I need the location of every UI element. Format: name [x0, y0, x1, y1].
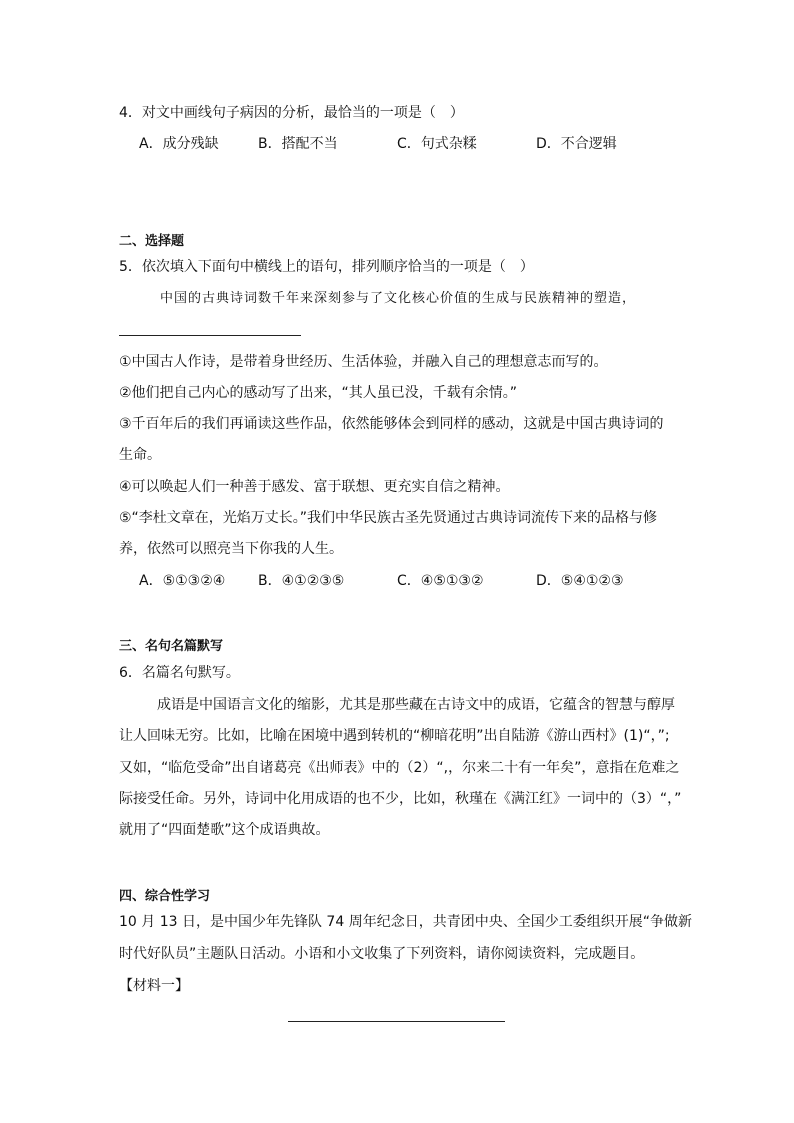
- question-6-para-line-2: 让人回味无穷。比如，比喻在困境中遇到转机的“柳暗花明”出自陆游《游山西村》(1)“，”;: [119, 728, 670, 744]
- question-4-option-c: C．句式杂糅: [397, 136, 477, 152]
- question-6-para-line-1: 成语是中国语言文化的缩影，尤其是那些藏在古诗文中的成语，它蕴含的智慧与醇厚: [157, 697, 675, 713]
- question-5-item-5: ⑤“李杜文章在，光焰万丈长。”我们中华民族古圣先贤通过古典诗词流传下来的品格与修: [119, 510, 658, 526]
- question-5-item-3: ③千百年后的我们再诵读这些作品，依然能够体会到同样的感动，这就是中国古典诗词的: [119, 416, 664, 432]
- material-title-line: [288, 1021, 505, 1022]
- section-2-heading: 二、选择题: [119, 234, 185, 249]
- question-5-option-d: D．⑤④①②③: [536, 573, 624, 589]
- question-4-option-a: A．成分残缺: [139, 136, 219, 152]
- question-5-stem: 5．依次填入下面句中横线上的语句，排列顺序恰当的一项是（ ）: [119, 259, 534, 275]
- question-4-stem: 4．对文中画线句子病因的分析，最恰当的一项是（ ）: [119, 105, 464, 121]
- question-4-option-b: B．搭配不当: [258, 136, 338, 152]
- question-6-stem: 6．名篇名句默写。: [119, 665, 240, 681]
- question-5-lead: 中国的古典诗词数千年来深刻参与了文化核心价值的生成与民族精神的塑造，: [160, 291, 637, 306]
- question-5-item-5-cont: 养，依然可以照亮当下你我的人生。: [119, 541, 343, 557]
- question-6-para-line-4: 际接受任命。另外，诗词中化用成语的也不少，比如，秋瑾在《满江红》一词中的（3）“，”: [119, 791, 682, 807]
- section-3-heading: 三、名句名篇默写: [119, 639, 224, 654]
- section-4-para-line-1: 10 月 13 日，是中国少年先锋队 74 周年纪念日，共青团中央、全国少工委组织开展“争做新: [119, 914, 692, 930]
- question-5-option-b: B．④①②③⑤: [258, 573, 345, 589]
- question-5-item-2: ②他们把自己内心的感动写了出来，“其人虽已没，千载有余情。”: [119, 385, 518, 401]
- question-6-para-line-5: 就用了“四面楚歌”这个成语典故。: [119, 822, 330, 838]
- fill-blank-line: [119, 335, 301, 336]
- question-4-option-d: D．不合逻辑: [536, 136, 617, 152]
- question-5-item-3-cont: 生命。: [119, 447, 161, 463]
- question-5-item-4: ④可以唤起人们一种善于感发、富于联想、更充实自信之精神。: [119, 479, 510, 495]
- question-5-item-1: ①中国古人作诗，是带着身世经历、生活体验，并融入自己的理想意志而写的。: [119, 354, 608, 370]
- question-6-para-line-3: 又如，“临危受命”出自诸葛亮《出师表》中的（2）“,，尔来二十有一年矣”，意指在危难之: [119, 760, 680, 776]
- section-4-para-line-2: 时代好队员”主题队日活动。小语和小文收集了下列资料，请你阅读资料，完成题目。: [119, 946, 645, 962]
- question-5-option-c: C．④⑤①③②: [397, 573, 484, 589]
- material-1-label: 【材料一】: [119, 978, 189, 994]
- section-4-heading: 四、综合性学习: [119, 889, 211, 904]
- question-5-option-a: A．⑤①③②④: [139, 573, 226, 589]
